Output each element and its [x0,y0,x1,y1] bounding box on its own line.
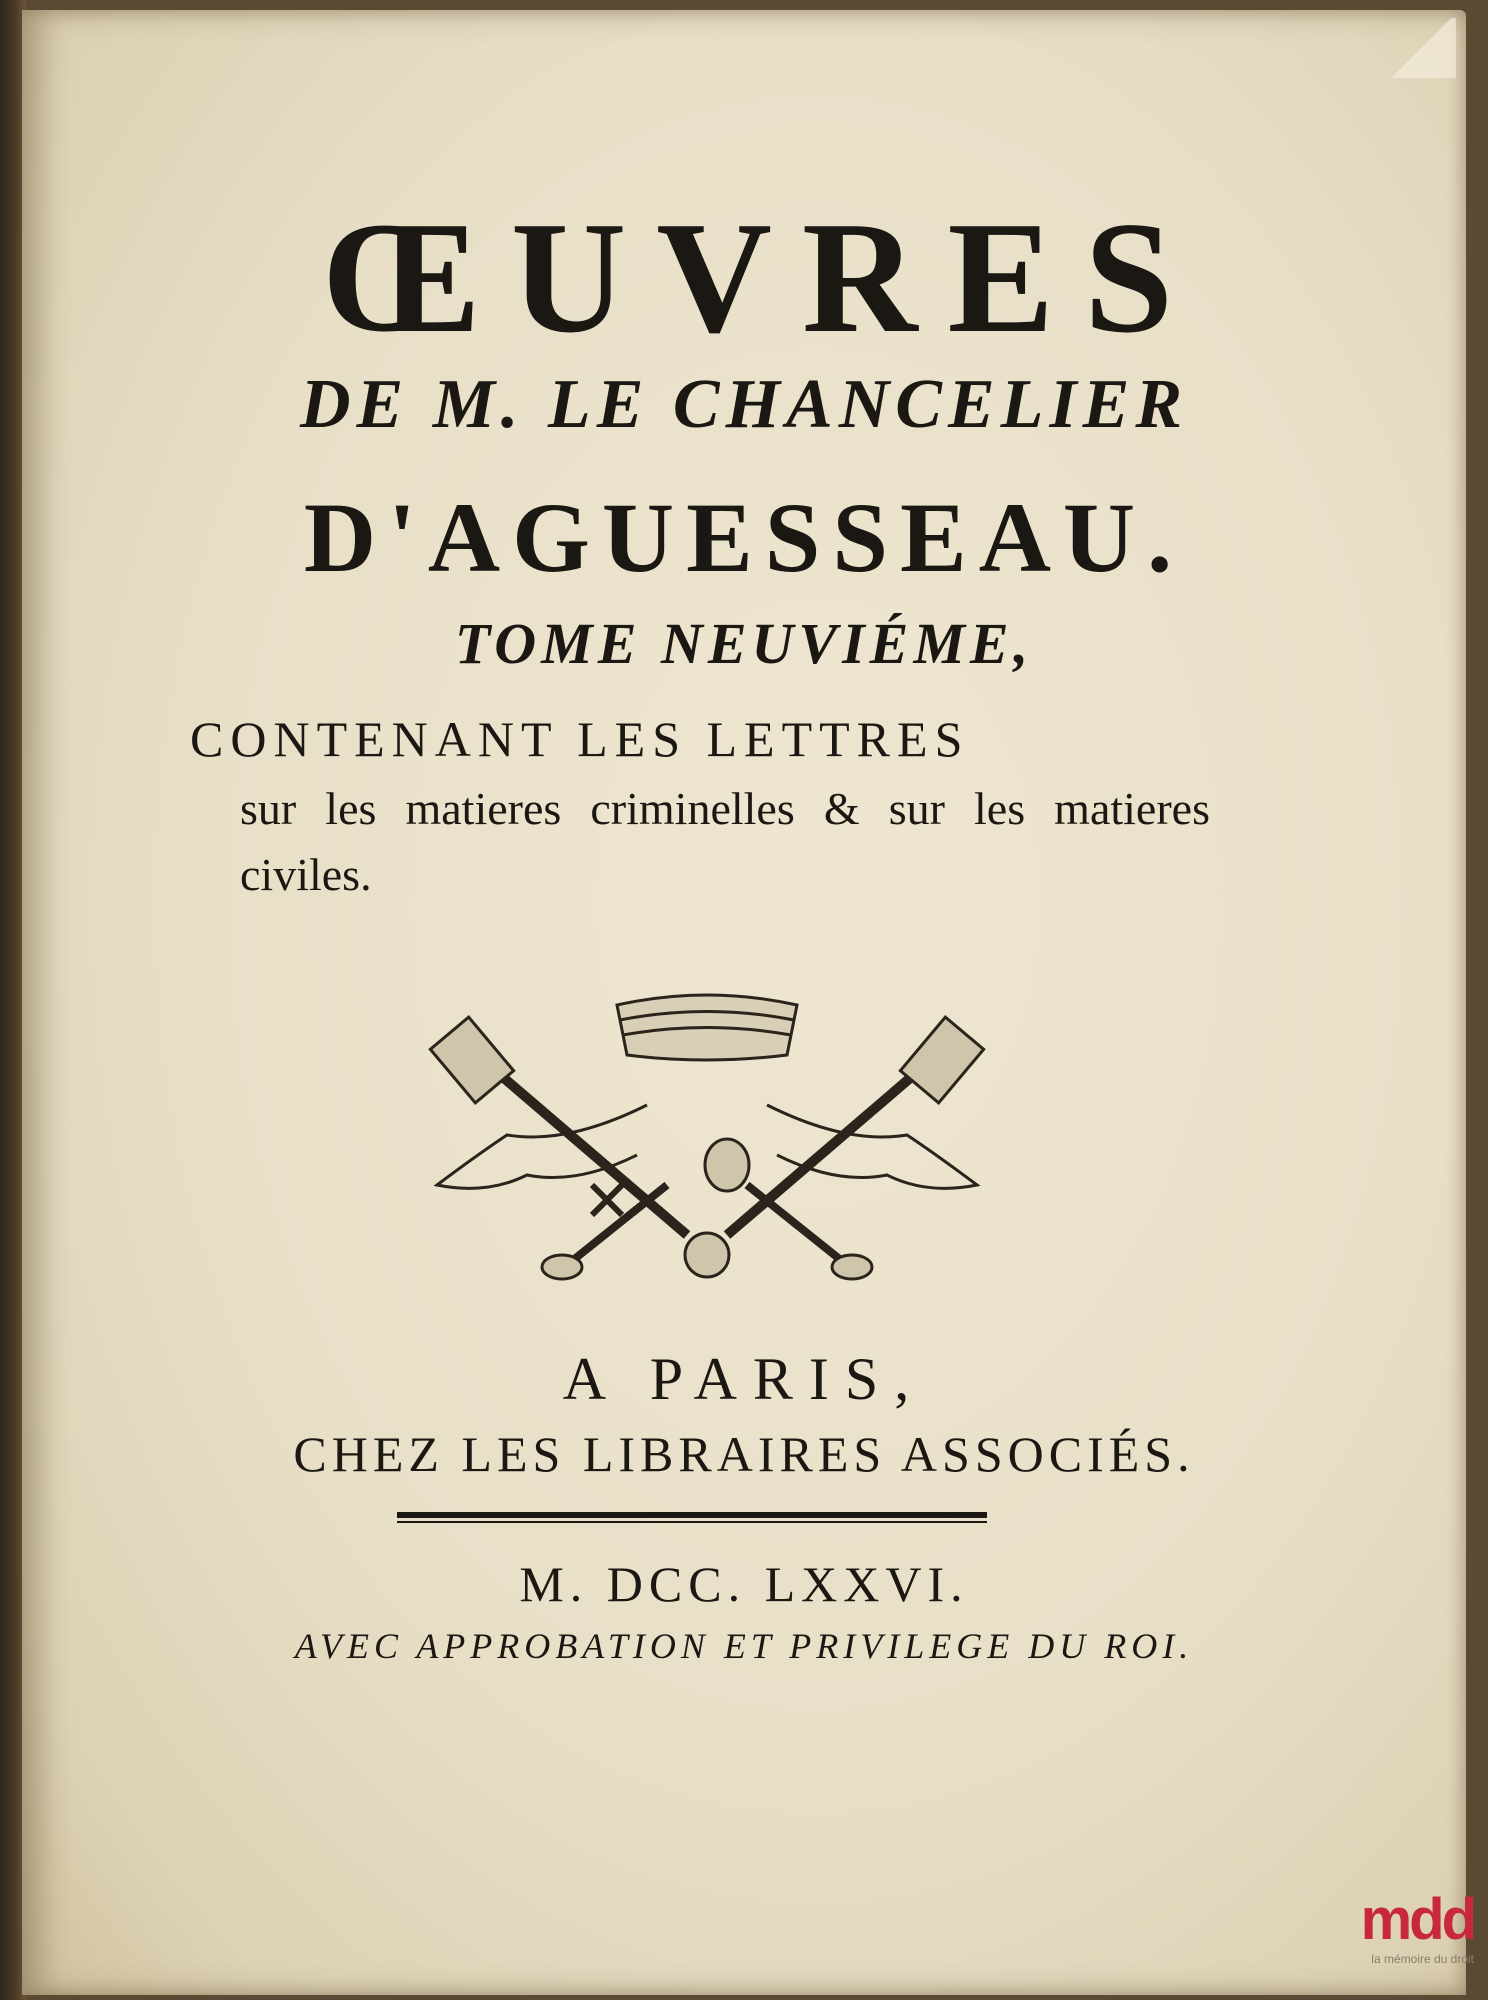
double-rule-divider [397,1510,987,1526]
contents-heading: CONTENANT LES LETTRES [190,711,970,767]
mdd-watermark-logo [1314,1888,1474,1978]
book-title: ŒUVRES [320,188,1204,366]
volume-number: TOME NEUVIÉME, [454,611,1034,676]
printer-ornament-icon [417,985,997,1285]
imprint-city: A PARIS, [562,1346,926,1412]
royal-privilege: AVEC APPROBATION ET PRIVILEGE DU ROI. [294,1626,1194,1666]
author-line-1: DE M. LE CHANCELIER [299,366,1189,443]
logo-letters: mdd [1360,1887,1474,1952]
logo-caption: la mémoire du droit [1371,1952,1474,1966]
title-page [22,10,1466,1995]
contents-detail: sur les matieres criminelles & sur les matieres civiles. [240,783,1210,900]
imprint-publisher: CHEZ LES LIBRAIRES ASSOCIÉS. [293,1426,1195,1482]
contents-description [190,710,1210,908]
author-line-2: D'AGUESSEAU. [303,482,1185,593]
imprint-date: M. DCC. LXXVI. [519,1556,969,1612]
page-corner-fold [1386,18,1456,78]
